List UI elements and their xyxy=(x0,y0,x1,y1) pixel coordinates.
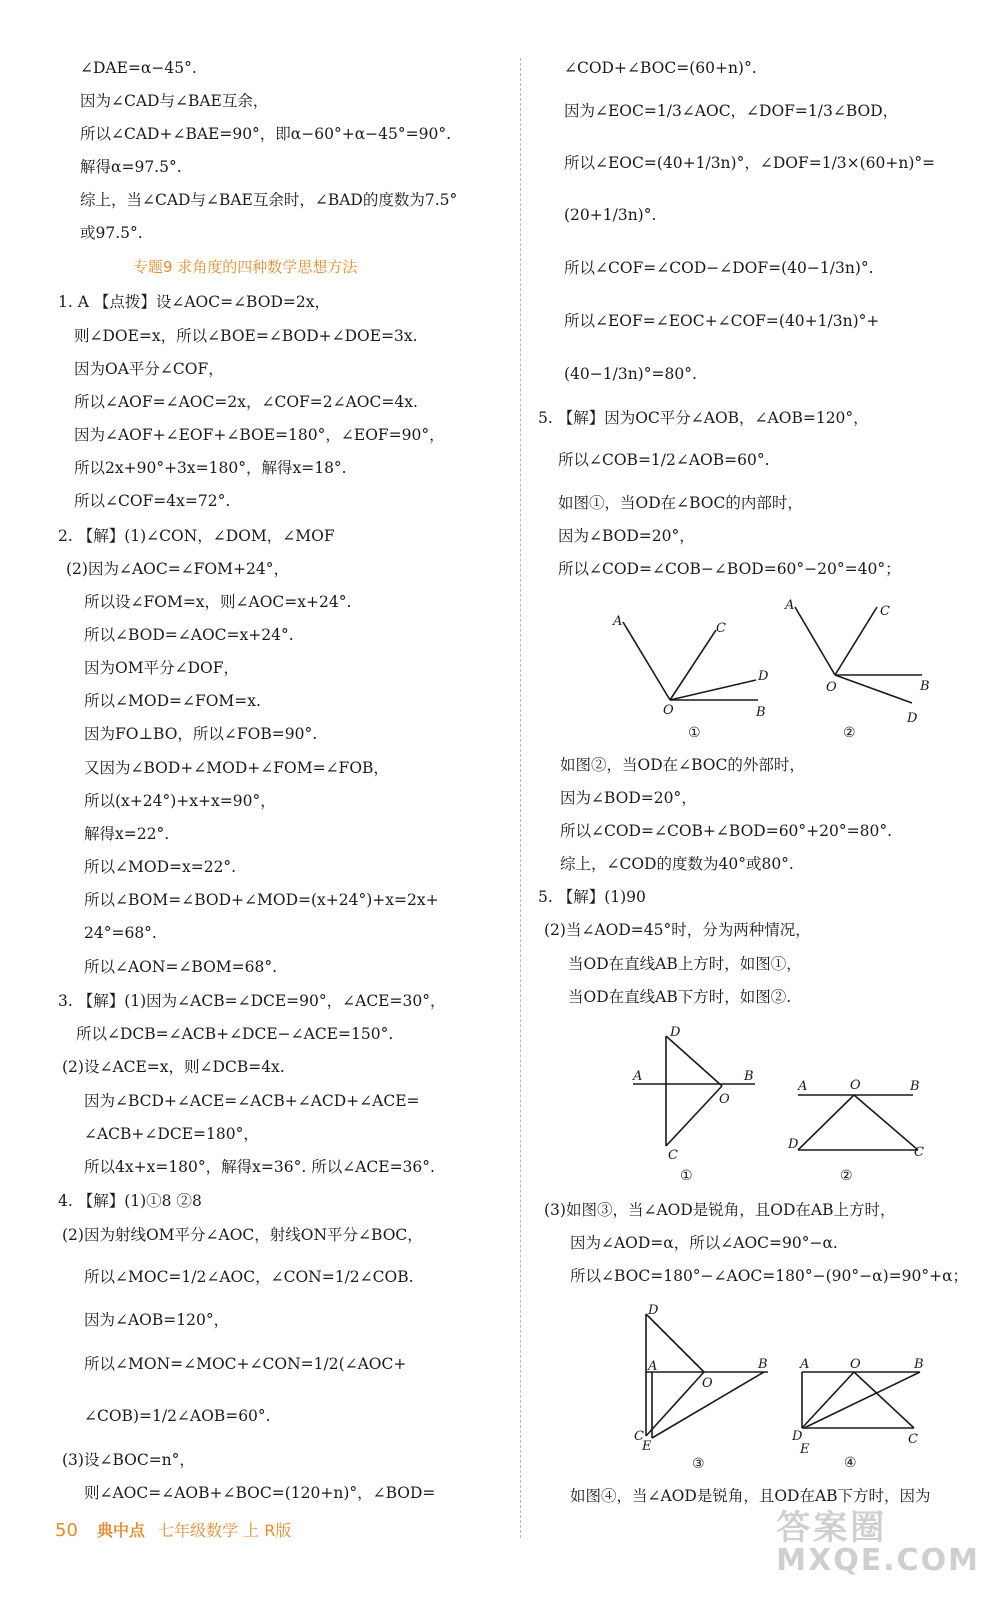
figure-caption: ③ xyxy=(692,1456,705,1472)
text-line: 所以∠MOD=∠FOM=x. xyxy=(84,692,261,710)
text-line: 所以∠EOF=∠EOC+∠COF=(40+1/3n)°+ xyxy=(564,312,880,330)
point-label: B xyxy=(910,1079,920,1094)
text-line: 所以∠BOD=∠AOC=x+24°. xyxy=(84,626,294,644)
figure-caption: ② xyxy=(840,1168,853,1184)
text-line: 又因为∠BOD+∠MOD+∠FOM=∠FOB， xyxy=(84,759,389,777)
point-label: C xyxy=(914,1145,924,1160)
figure-caption: ① xyxy=(688,725,701,740)
text-line: (2)因为∠AOC=∠FOM+24°， xyxy=(66,560,289,578)
book-title: 七年级数学 上 R版 xyxy=(158,1521,292,1540)
point-label: A xyxy=(798,1079,808,1094)
point-label: B xyxy=(920,679,930,694)
text-line: 1. A 【点拨】设∠AOC=∠BOD=2x， xyxy=(58,293,330,311)
column-divider xyxy=(520,58,521,1538)
point-label: E xyxy=(800,1442,810,1457)
point-label: B xyxy=(914,1357,924,1372)
point-label: D xyxy=(670,1025,681,1040)
text-line: ∠COD+∠BOC=(60+n)°. xyxy=(564,59,757,77)
text-line: (20+1/3n)°. xyxy=(564,206,657,224)
text-line: (2)因为射线OM平分∠AOC，射线ON平分∠BOC， xyxy=(62,1226,423,1244)
text-line: 解得x=22°. xyxy=(84,825,170,843)
text-line: ∠DAE=α−45°. xyxy=(80,59,197,77)
point-label: D xyxy=(907,711,918,726)
text-line: (3)设∠BOC=n°， xyxy=(62,1451,195,1469)
text-line: 因为∠EOC=1/3∠AOC，∠DOF=1/3∠BOD， xyxy=(564,102,899,120)
text-line: 因为∠BCD+∠ACE=∠ACB+∠ACD+∠ACE= xyxy=(84,1092,420,1110)
point-label: C xyxy=(908,1432,918,1447)
text-line: (2)设∠ACE=x，则∠DCB=4x. xyxy=(62,1058,285,1076)
text-line: 所以∠EOC=(40+1/3n)°，∠DOF=1/3×(60+n)°= xyxy=(564,154,936,172)
text-line: 因为FO⊥BO，所以∠FOB=90°. xyxy=(84,725,318,743)
text-line: 3. 【解】(1)因为∠ACB=∠DCE=90°，∠ACE=30°， xyxy=(58,992,446,1010)
text-line: 如图②，当OD在∠BOC的外部时， xyxy=(560,756,805,774)
text-line: 解得α=97.5°. xyxy=(80,158,182,176)
page-number: 50 xyxy=(55,1520,78,1541)
text-line: 4. 【解】(1)①8 ②8 xyxy=(58,1192,202,1210)
text-line: 则∠DOE=x，所以∠BOE=∠BOD+∠DOE=3x. xyxy=(74,327,418,345)
text-line: 所以2x+90°+3x=180°，解得x=18°. xyxy=(74,459,347,477)
text-line: 所以∠BOM=∠BOD+∠MOD=(x+24°)+x=2x+ xyxy=(84,891,439,909)
text-line: 所以(x+24°)+x+x=90°， xyxy=(84,792,276,810)
text-line: 因为∠CAD与∠BAE互余， xyxy=(80,92,269,110)
text-line: ∠COB)=1/2∠AOB=60°. xyxy=(84,1407,271,1425)
text-line: 所以4x+x=180°，解得x=36°. 所以∠ACE=36°. xyxy=(84,1158,435,1176)
point-label: A xyxy=(613,614,623,629)
point-label: A xyxy=(648,1359,658,1374)
text-line: 如图④，当∠AOD是锐角，且OD在AB下方时，因为 xyxy=(570,1487,931,1505)
figure-4 xyxy=(788,1070,933,1194)
text-line: (2)当∠AOD=45°时，分为两种情况， xyxy=(544,921,811,939)
figure-caption: ④ xyxy=(844,1455,857,1471)
text-line: 5. 【解】(1)90 xyxy=(538,888,646,906)
text-line: 所以∠COD=∠COB+∠BOD=60°+20°=80°. xyxy=(560,822,893,840)
watermark xyxy=(776,1500,980,1578)
figure-5 xyxy=(628,1298,778,1477)
page-footer xyxy=(55,1518,291,1541)
text-line: 所以∠CAD+∠BAE=90°，即α−60°+α−45°=90°. xyxy=(80,125,452,143)
figure-2 xyxy=(780,595,940,744)
text-line: 因为∠BOD=20°， xyxy=(558,527,695,545)
point-label: O xyxy=(826,680,837,695)
text-line: 所以∠AON=∠BOM=68°. xyxy=(84,958,278,976)
text-line: ∠ACB+∠DCE=180°， xyxy=(84,1125,259,1143)
point-label: O xyxy=(719,1092,730,1107)
text-line: 所以设∠FOM=x，则∠AOC=x+24°. xyxy=(84,593,352,611)
text-line: 因为OA平分∠COF， xyxy=(74,360,224,378)
text-line: 所以∠DCB=∠ACB+∠DCE−∠ACE=150°. xyxy=(76,1025,394,1043)
section-heading: 专题9 求角度的四种数学思想方法 xyxy=(133,258,358,276)
text-line: 24°=68°. xyxy=(84,924,157,942)
text-line: 因为∠AOB=120°， xyxy=(84,1311,230,1329)
text-line: 则∠AOC=∠AOB+∠BOC=(120+n)°，∠BOD= xyxy=(84,1484,436,1502)
figure-1 xyxy=(608,610,778,744)
brand-logo: 典中点 xyxy=(97,1521,146,1540)
point-label: D xyxy=(648,1303,659,1318)
text-line: 所以∠BOC=180°−∠AOC=180°−(90°−α)=90°+α； xyxy=(570,1267,969,1285)
watermark-line: MXQE.COM xyxy=(776,1543,980,1578)
point-label: B xyxy=(758,1357,768,1372)
point-label: C xyxy=(634,1429,644,1444)
text-line: 所以∠COD=∠COB−∠BOD=60°−20°=40°； xyxy=(558,560,901,578)
figure-3 xyxy=(628,1020,763,1194)
text-line: 所以∠MON=∠MOC+∠CON=1/2(∠AOC+ xyxy=(84,1355,407,1373)
point-label: D xyxy=(792,1429,803,1444)
text-line: 因为∠BOD=20°， xyxy=(560,789,697,807)
text-line: 如图①，当OD在∠BOC的内部时， xyxy=(558,494,803,512)
text-line: 所以∠MOD=x=22°. xyxy=(84,858,237,876)
text-line: (40−1/3n)°=80°. xyxy=(564,365,697,383)
text-line: 综上，当∠CAD与∠BAE互余时，∠BAD的度数为7.5° xyxy=(80,191,458,209)
text-line: 或97.5°. xyxy=(80,224,143,242)
point-label: A xyxy=(785,598,795,613)
text-line: 因为∠AOD=α，所以∠AOC=90°−α. xyxy=(570,1234,838,1252)
text-line: 当OD在直线AB上方时，如图①， xyxy=(568,955,802,973)
point-label: A xyxy=(800,1357,810,1372)
text-line: (3)如图③，当∠AOD是锐角，且OD在AB上方时， xyxy=(544,1201,896,1219)
point-label: O xyxy=(850,1078,861,1093)
text-line: 综上，∠COD的度数为40°或80°. xyxy=(560,855,794,873)
point-label: C xyxy=(716,621,726,636)
point-label: O xyxy=(702,1376,713,1391)
text-line: 因为OM平分∠DOF， xyxy=(84,659,239,677)
point-label: B xyxy=(744,1069,754,1084)
figure-6 xyxy=(792,1350,932,1479)
point-label: B xyxy=(756,705,766,720)
text-line: 所以∠MOC=1/2∠AOC，∠CON=1/2∠COB. xyxy=(84,1268,414,1286)
point-label: C xyxy=(668,1148,678,1163)
text-line: 所以∠COF=∠COD−∠DOF=(40−1/3n)°. xyxy=(564,259,874,277)
text-line: 2. 【解】(1)∠CON，∠DOM，∠MOF xyxy=(58,527,335,545)
point-label: D xyxy=(758,669,769,684)
point-label: O xyxy=(663,703,674,718)
text-line: 因为∠AOF+∠EOF+∠BOE=180°，∠EOF=90°， xyxy=(74,426,445,444)
point-label: D xyxy=(788,1137,799,1152)
watermark-line: 答案圈 xyxy=(776,1508,888,1548)
point-label: O xyxy=(850,1357,861,1372)
point-label: E xyxy=(642,1439,652,1454)
text-line: 所以∠AOF=∠AOC=2x，∠COF=2∠AOC=4x. xyxy=(74,393,418,411)
point-label: C xyxy=(880,604,890,619)
figure-caption: ① xyxy=(680,1168,693,1184)
text-line: 5. 【解】因为OC平分∠AOB，∠AOB=120°， xyxy=(538,409,869,427)
text-line: 所以∠COF=4x=72°. xyxy=(74,492,231,510)
point-label: A xyxy=(633,1069,643,1084)
text-line: 当OD在直线AB下方时，如图②. xyxy=(568,988,792,1006)
figure-caption: ② xyxy=(843,725,856,740)
text-line: 所以∠COB=1/2∠AOB=60°. xyxy=(558,451,770,469)
